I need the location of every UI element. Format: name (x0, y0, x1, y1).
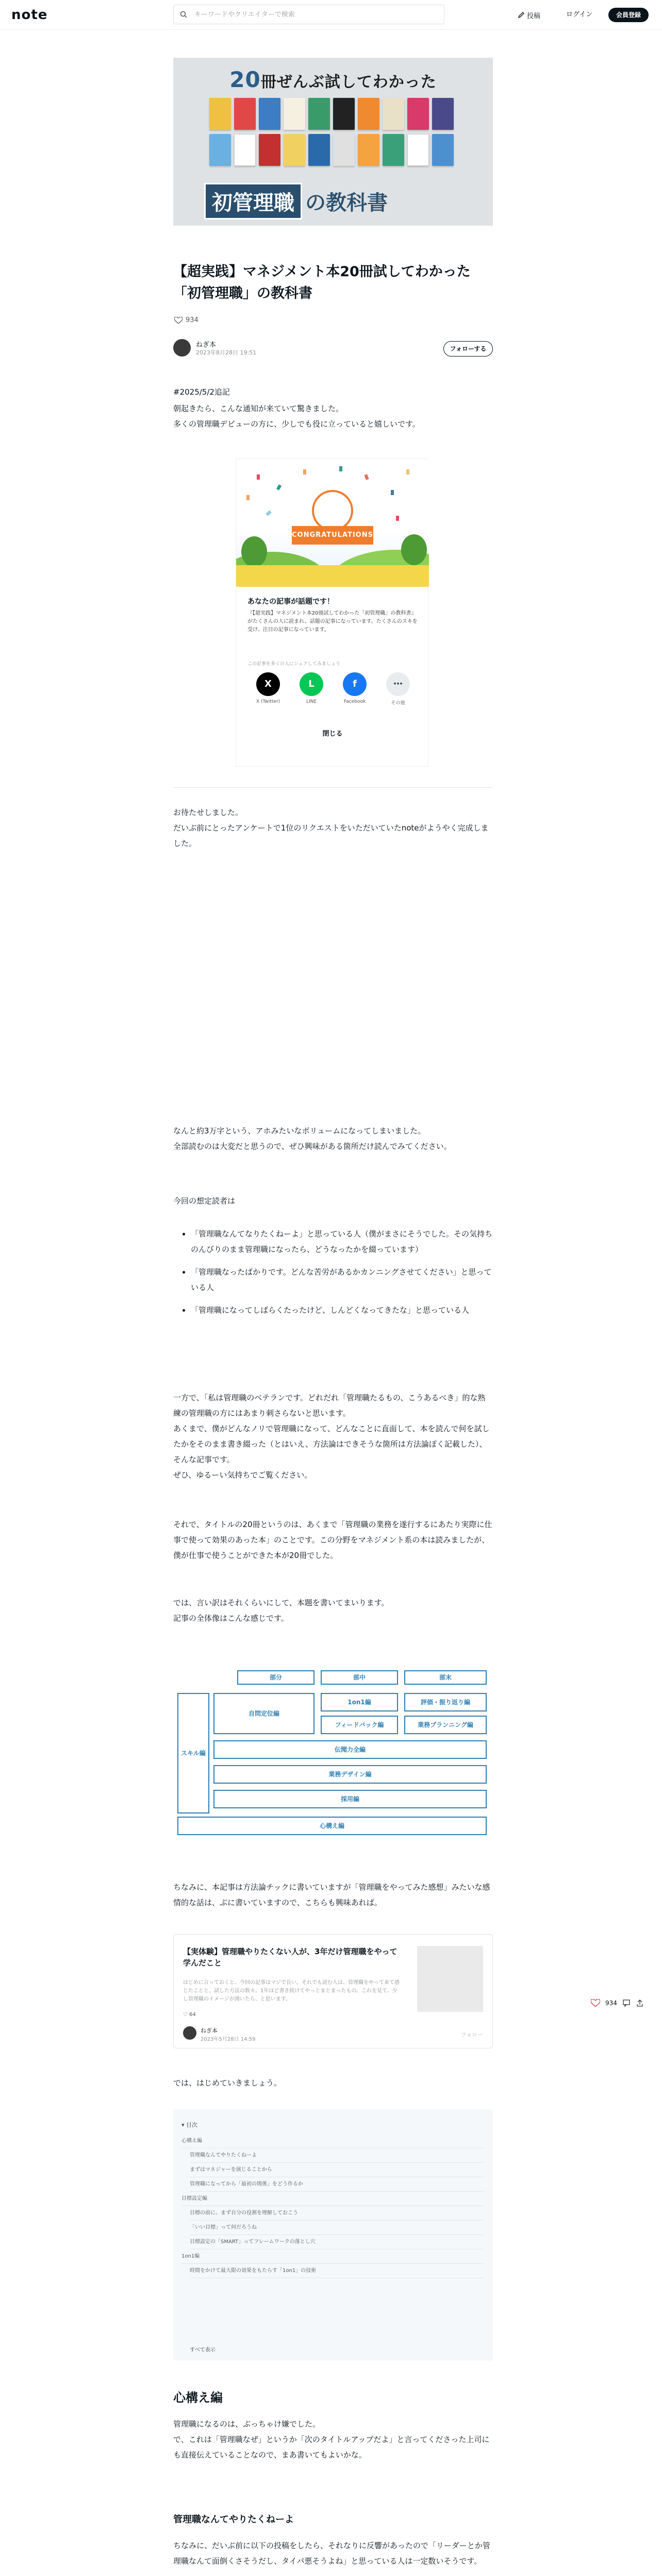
publish-date: 2023年8月28日 19:51 (196, 349, 257, 356)
diagram-box: フィードバック編 (321, 1716, 398, 1734)
paragraph: お待たせしました。 (173, 808, 243, 817)
paragraph: なんと約3万字という、アホみたいなボリュームになってしまいました。 (173, 1126, 426, 1136)
modal-heading: あなたの記事が話題です！ (247, 598, 334, 606)
congrats-screenshot (236, 459, 428, 767)
toc-item[interactable]: 時間をかけて最大限の効果をもたらす「1on1」の技術 (190, 2264, 485, 2278)
paragraph: あくまで、僕がどんなノリで管理職になって、どんなことに直面して、本を読んで何を試したかをそのまま書き綴った（とはいえ、方法論はできそうな箇所は方法論ぽく記載した）、そんな記事です。 (173, 1424, 490, 1464)
diagram-box: スキル編 (177, 1693, 209, 1814)
share-facebook-button[interactable]: f Facebook (339, 672, 370, 704)
diagram-box: 1on1編 (321, 1693, 398, 1711)
diagram-box: 自問定位編 (213, 1693, 315, 1734)
section-heading: 心構え編 (173, 2391, 223, 2405)
paragraph: ちなみに、だいぶ前に以下の投稿をしたら、それなりに反響があったので「リーダーとか管理職なんて面倒くさそうだし、タイパ悪そうよね」と思っている人は一定数いそうです。 (173, 2541, 490, 2566)
embedded-article-card[interactable] (173, 1934, 493, 2048)
top-header (0, 0, 662, 30)
toc-item[interactable]: まずはマネジャーを演じることから (190, 2163, 485, 2177)
diagram-box: 心構え編 (177, 1817, 487, 1835)
card-author-avatar (183, 2026, 196, 2040)
share-icon[interactable] (636, 1999, 644, 2007)
paragraph: 管理職になるのは、ぶっちゃけ嫌でした。 (173, 2419, 321, 2429)
paragraph: ぜひ、ゆるーい気持ちでご覧ください。 (173, 1470, 312, 1480)
toc-item[interactable]: 管理職なんてやりたくねーよ (190, 2148, 485, 2163)
paragraph: それで、タイトルの20冊というのは、あくまで「管理職の業務を遂行するにあたり実際に仕事で使って効果のあった本」のことです。この分野をマネジメント系の本は読みましたが、僕が仕事で使うことができた本が20冊でした。 (173, 1520, 492, 1560)
paragraph: ちなみに、本記事は方法論チックに書いていますが「管理職をやってみた感想」みたいな感情的な話は、ぶに書いていますので、こちらも興味あれば。 (173, 1883, 490, 1907)
diagram-box: 部分 (237, 1670, 315, 1685)
toc-item[interactable]: 目標設定の「SMART」ってフレームワークの落とし穴 (190, 2235, 485, 2249)
side-likes-count: 934 (605, 1999, 617, 2007)
card-author: ねぎ本 (201, 2027, 218, 2034)
article-structure-diagram (177, 1670, 493, 1854)
paragraph: で、これは「管理職なぜ」というか「次のタイトルアップだよ」と言ってくださった上司にも直接伝えていることなので、まあ書いてもよいかな。 (173, 2435, 490, 2460)
modal-share-note: この記事を多くの人にシェアしてみましょう (247, 662, 340, 667)
likes-count: 934 (186, 316, 198, 324)
book-covers (209, 98, 457, 180)
article-title: 【超実践】マネジメント本20冊試してわかった「初管理職」の教科書 (173, 264, 471, 301)
comment-icon[interactable] (622, 1999, 631, 2007)
share-buttons (247, 672, 418, 708)
diagram-box: 部末 (404, 1670, 487, 1685)
table-of-contents (173, 2109, 493, 2361)
reader-list (173, 1226, 493, 1325)
facebook-icon: f (343, 672, 367, 696)
author-name[interactable]: ねぎ本 (196, 341, 217, 349)
diagram-box: 業務デザイン編 (213, 1765, 487, 1784)
article-likes[interactable] (174, 316, 198, 324)
search-icon (180, 11, 187, 18)
paragraph: 記事の全体像はこんな感じです。 (173, 1614, 289, 1623)
diagram-box: 採用編 (213, 1790, 487, 1808)
toc-item[interactable]: 「いい目標」って何だろうね (190, 2221, 485, 2235)
diagram-box: 業務プランニング編 (404, 1716, 487, 1734)
signup-button[interactable]: 会員登録 (608, 8, 649, 22)
paragraph: では、はじめていきましょう。 (173, 2078, 282, 2088)
card-thumbnail (417, 1946, 483, 2012)
more-icon: ⋯ (386, 672, 410, 696)
author-avatar[interactable] (173, 339, 191, 357)
x-icon: X (256, 672, 280, 696)
heart-icon (174, 317, 183, 324)
toc-item[interactable]: 管理職になってから「最初の関係」をどう作るか (190, 2177, 485, 2192)
list-item: • 「管理職になってしばらくたったけど、しんどくなってきたな」と思っている人 (191, 1302, 493, 1318)
intro-line-1: 朝起きたら、こんな通知が来ていて驚きました。 (173, 404, 344, 413)
intro-line-2: 多くの管理職デビューの方に、少しでも役に立っていると嬉しいです。 (173, 419, 420, 429)
line-icon: L (300, 672, 323, 696)
post-button[interactable] (518, 7, 540, 23)
hero-image (173, 58, 493, 226)
subsection-heading: 管理職なんてやりたくねーよ (173, 2514, 294, 2525)
section-divider (173, 787, 493, 788)
diagram-box: 伝聞力全編 (213, 1740, 487, 1759)
toc-item[interactable]: 目標の前に、まず自分の役割を理解しておこう (190, 2206, 485, 2221)
heart-icon[interactable] (591, 1999, 600, 2007)
login-button[interactable]: ログイン (566, 11, 593, 19)
toc-item[interactable]: 1on1編 (181, 2249, 485, 2264)
diagram-box: 部中 (321, 1670, 398, 1685)
list-item: • 「管理職なったばかりです。どんな苦労があるかカンニングさせてください」と思っている人 (191, 1264, 493, 1295)
paragraph: では、言い訳はそれくらいにして、本題を書いてまいります。 (173, 1598, 389, 1607)
card-title[interactable]: 【実体験】管理職やりたくない人が、3年だけ管理職をやって学んだこと (183, 1947, 398, 1968)
pen-icon (518, 11, 525, 19)
list-item: • 「管理職なんてなりたくねーよ」と思っている人（僕がまさにそうでした。その気持ちのんびりのまま管理職になったら、どうなったかを綴っています） (191, 1226, 493, 1257)
search-box[interactable] (173, 5, 444, 24)
share-line-button[interactable]: L LINE (296, 672, 327, 704)
hero-title: 初管理職 の教科書 (204, 184, 388, 217)
update-tag: #2025/5/2追記 (173, 387, 230, 397)
congrats-illustration (236, 459, 429, 587)
side-action-bar (591, 1999, 644, 2007)
modal-close-button[interactable]: 閉じる (322, 730, 343, 738)
congrats-badge: CONGRATULATIONS (292, 490, 373, 552)
diagram-box: 評価・振り返り編 (404, 1693, 487, 1711)
share-x-button[interactable]: X X (Twitter) (253, 672, 284, 704)
card-description: はじめに言っておくと、今回の記事はマジで長い。それでも読む人は、管理職をやって来て感じたことと、試した方法の数々。1年ほど書き続けてやっとまとまったもの。これを見て、少し管理職のイメージが湧いたら、と思います。 (183, 1980, 400, 2002)
paragraph: 全部読むのは大変だと思うので、ぜひ興味がある箇所だけ読んでみてください。 (173, 1142, 452, 1151)
follow-button[interactable]: フォローする (443, 341, 493, 357)
toc-show-all-button[interactable]: すべて表示 (190, 2347, 216, 2353)
share-other-button[interactable]: ⋯ その他 (383, 672, 413, 706)
paragraph: 一方で、「私は管理職のベテランです。どれだれ「管理職たるもの、こうあるべき」的な熟練の管理職の方にはあまり刺さらないと思います。 (173, 1393, 486, 1418)
card-likes: ♡ 64 (183, 2012, 196, 2018)
modal-description: 『【超実践】マネジメント本20冊試してわかった「初管理職」の教科書』がたくさんの人に読まれ、話題の記事になっています。たくさんのスキを受け、注目の記事になっています。 (247, 611, 418, 633)
paragraph: だいぶ前にとったアンケートで1位のリクエストをいただいていたnoteがようやく完成しました。 (173, 823, 489, 848)
search-input[interactable] (194, 5, 437, 24)
toc-heading[interactable]: ▾ 目次 (181, 2122, 198, 2128)
author-row (173, 337, 493, 360)
note-logo[interactable]: note (11, 7, 48, 23)
hero-top-text: 20冊ぜんぶ試してわかった (229, 67, 437, 92)
card-date: 2023年5月28日 14:59 (201, 2037, 256, 2042)
toc-item[interactable]: 心構え編 (181, 2134, 485, 2148)
paragraph: 今回の想定読者は (173, 1196, 236, 1206)
toc-item[interactable]: 目標設定編 (181, 2192, 485, 2206)
card-follow-button[interactable]: フォロー (460, 2031, 483, 2038)
post-label: 投稿 (527, 12, 541, 20)
